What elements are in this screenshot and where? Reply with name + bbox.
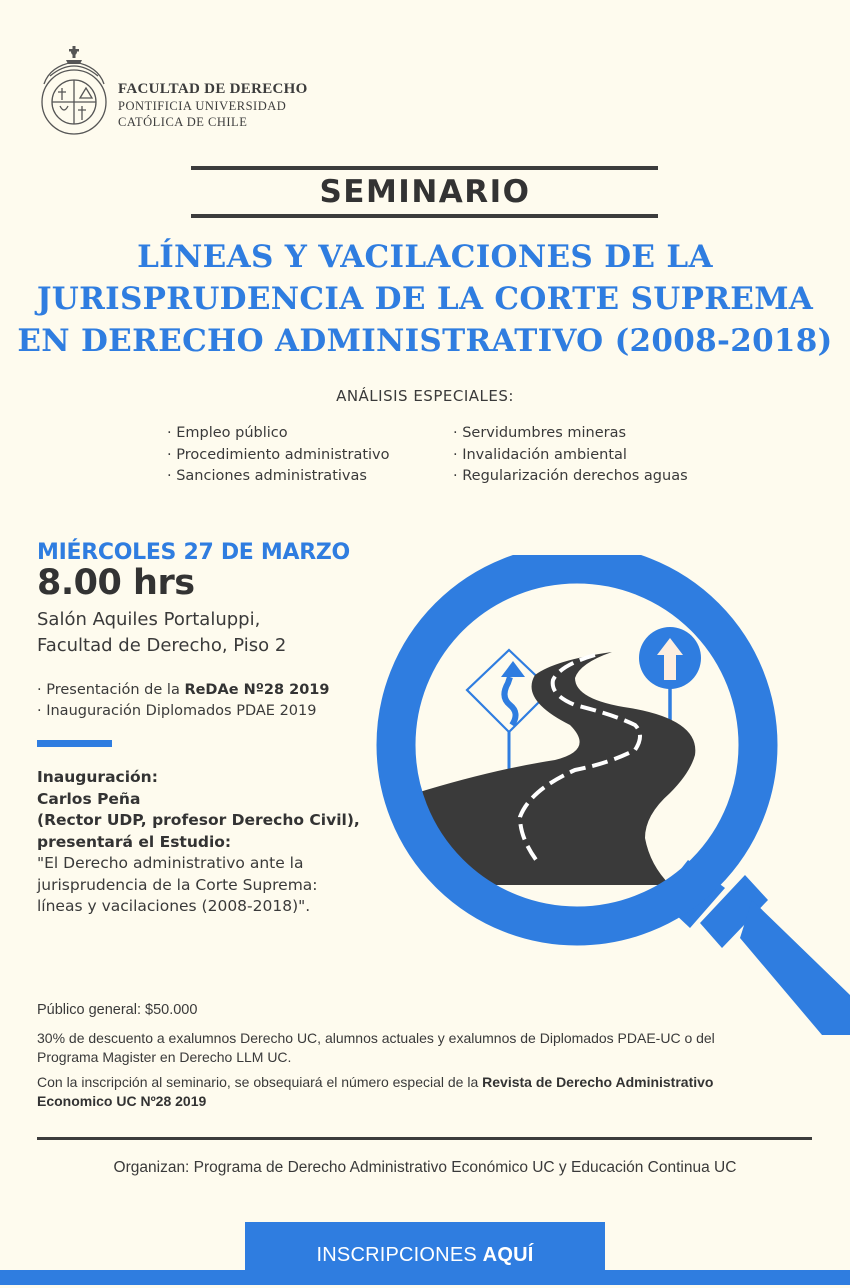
journal-issue-name: Economico UC Nº28 2019	[37, 1093, 207, 1109]
title-line-3: EN DERECHO ADMINISTRATIVO (2008-2018)	[17, 323, 833, 359]
register-label: INSCRIPCIONES	[316, 1244, 483, 1266]
institution-name	[118, 80, 308, 130]
title-line-1: LÍNEAS Y VACILACIONES DE LA	[137, 239, 713, 275]
list-item: · Invalidación ambiental	[453, 446, 627, 463]
gift-line-2	[37, 1092, 827, 1111]
faculty-name: FACULTAD DE DERECHO	[118, 81, 308, 97]
list-item: · Servidumbres mineras	[453, 425, 627, 441]
bottom-accent-bar	[0, 1270, 850, 1285]
speaker-role: (Rector UDP, profesor Derecho Civil),	[37, 811, 360, 829]
inauguration-label: Inauguración:	[37, 768, 158, 786]
list-item: · Inauguración Diplomados PDAE 2019	[37, 703, 317, 719]
discount-info	[37, 1029, 827, 1067]
accent-divider	[37, 740, 112, 747]
university-name-line1: PONTIFICIA UNIVERSIDAD	[118, 99, 287, 113]
event-type-heading: SEMINARIO	[319, 174, 531, 210]
list-item: · Sanciones administrativas	[167, 468, 367, 484]
gift-info	[37, 1073, 827, 1111]
speaker-name: Carlos Peña	[37, 789, 141, 808]
event-venue	[37, 607, 286, 659]
speaker-action: presentará el Estudio:	[37, 832, 232, 851]
event-highlights	[37, 680, 329, 722]
event-time: 8.00 hrs	[37, 563, 195, 603]
bottom-rule	[191, 214, 658, 218]
analysis-list-left	[167, 423, 390, 488]
venue-line-2: Facultad de Derecho, Piso 2	[37, 635, 287, 656]
seminar-title	[0, 236, 850, 362]
gift-line-1	[37, 1073, 827, 1092]
study-title-line-1: "El Derecho administrativo ante la	[37, 854, 304, 872]
analysis-list-right	[453, 423, 688, 488]
discount-line-2: Programa Magister en Derecho LLM UC.	[37, 1049, 292, 1065]
title-line-2: JURISPRUDENCIA DE LA CORTE SUPREMA	[36, 281, 814, 317]
magnifier-road-icon	[370, 555, 850, 1035]
analysis-heading: ANÁLISIS ESPECIALES:	[336, 387, 514, 405]
bullet-text: · Presentación de la	[37, 682, 185, 698]
journal-issue: ReDAe Nº28 2019	[184, 682, 330, 698]
event-date: MIÉRCOLES 27 DE MARZO	[37, 540, 350, 565]
gift-text: Con la inscripción al seminario, se obsequiará el número especial de la	[37, 1074, 483, 1090]
inauguration-block	[37, 767, 360, 918]
study-title-line-3: líneas y vacilaciones (2008-2018)".	[37, 897, 311, 915]
list-item	[37, 680, 329, 701]
list-item: · Procedimiento administrativo	[167, 446, 390, 463]
footer-divider	[37, 1137, 812, 1140]
university-name-line2: CATÓLICA DE CHILE	[118, 115, 248, 129]
discount-line-1: 30% de descuento a exalumnos Derecho UC, alumnos actuales y exalumnos de Diplomados PDAE-UC o del	[37, 1030, 715, 1046]
journal-name: Revista de Derecho Administrativo	[482, 1074, 714, 1090]
organizers: Organizan: Programa de Derecho Administrativo Económico UC y Educación Continua UC	[113, 1159, 737, 1176]
price-general: Público general: $50.000	[37, 1002, 198, 1018]
venue-line-1: Salón Aquiles Portaluppi,	[37, 609, 261, 630]
top-rule	[191, 166, 658, 170]
university-crest-icon	[36, 42, 112, 136]
list-item: · Empleo público	[167, 425, 288, 441]
study-title-line-2: jurisprudencia de la Corte Suprema:	[37, 875, 318, 894]
list-item: · Regularización derechos aguas	[453, 468, 688, 484]
register-label-bold: AQUÍ	[482, 1244, 534, 1266]
